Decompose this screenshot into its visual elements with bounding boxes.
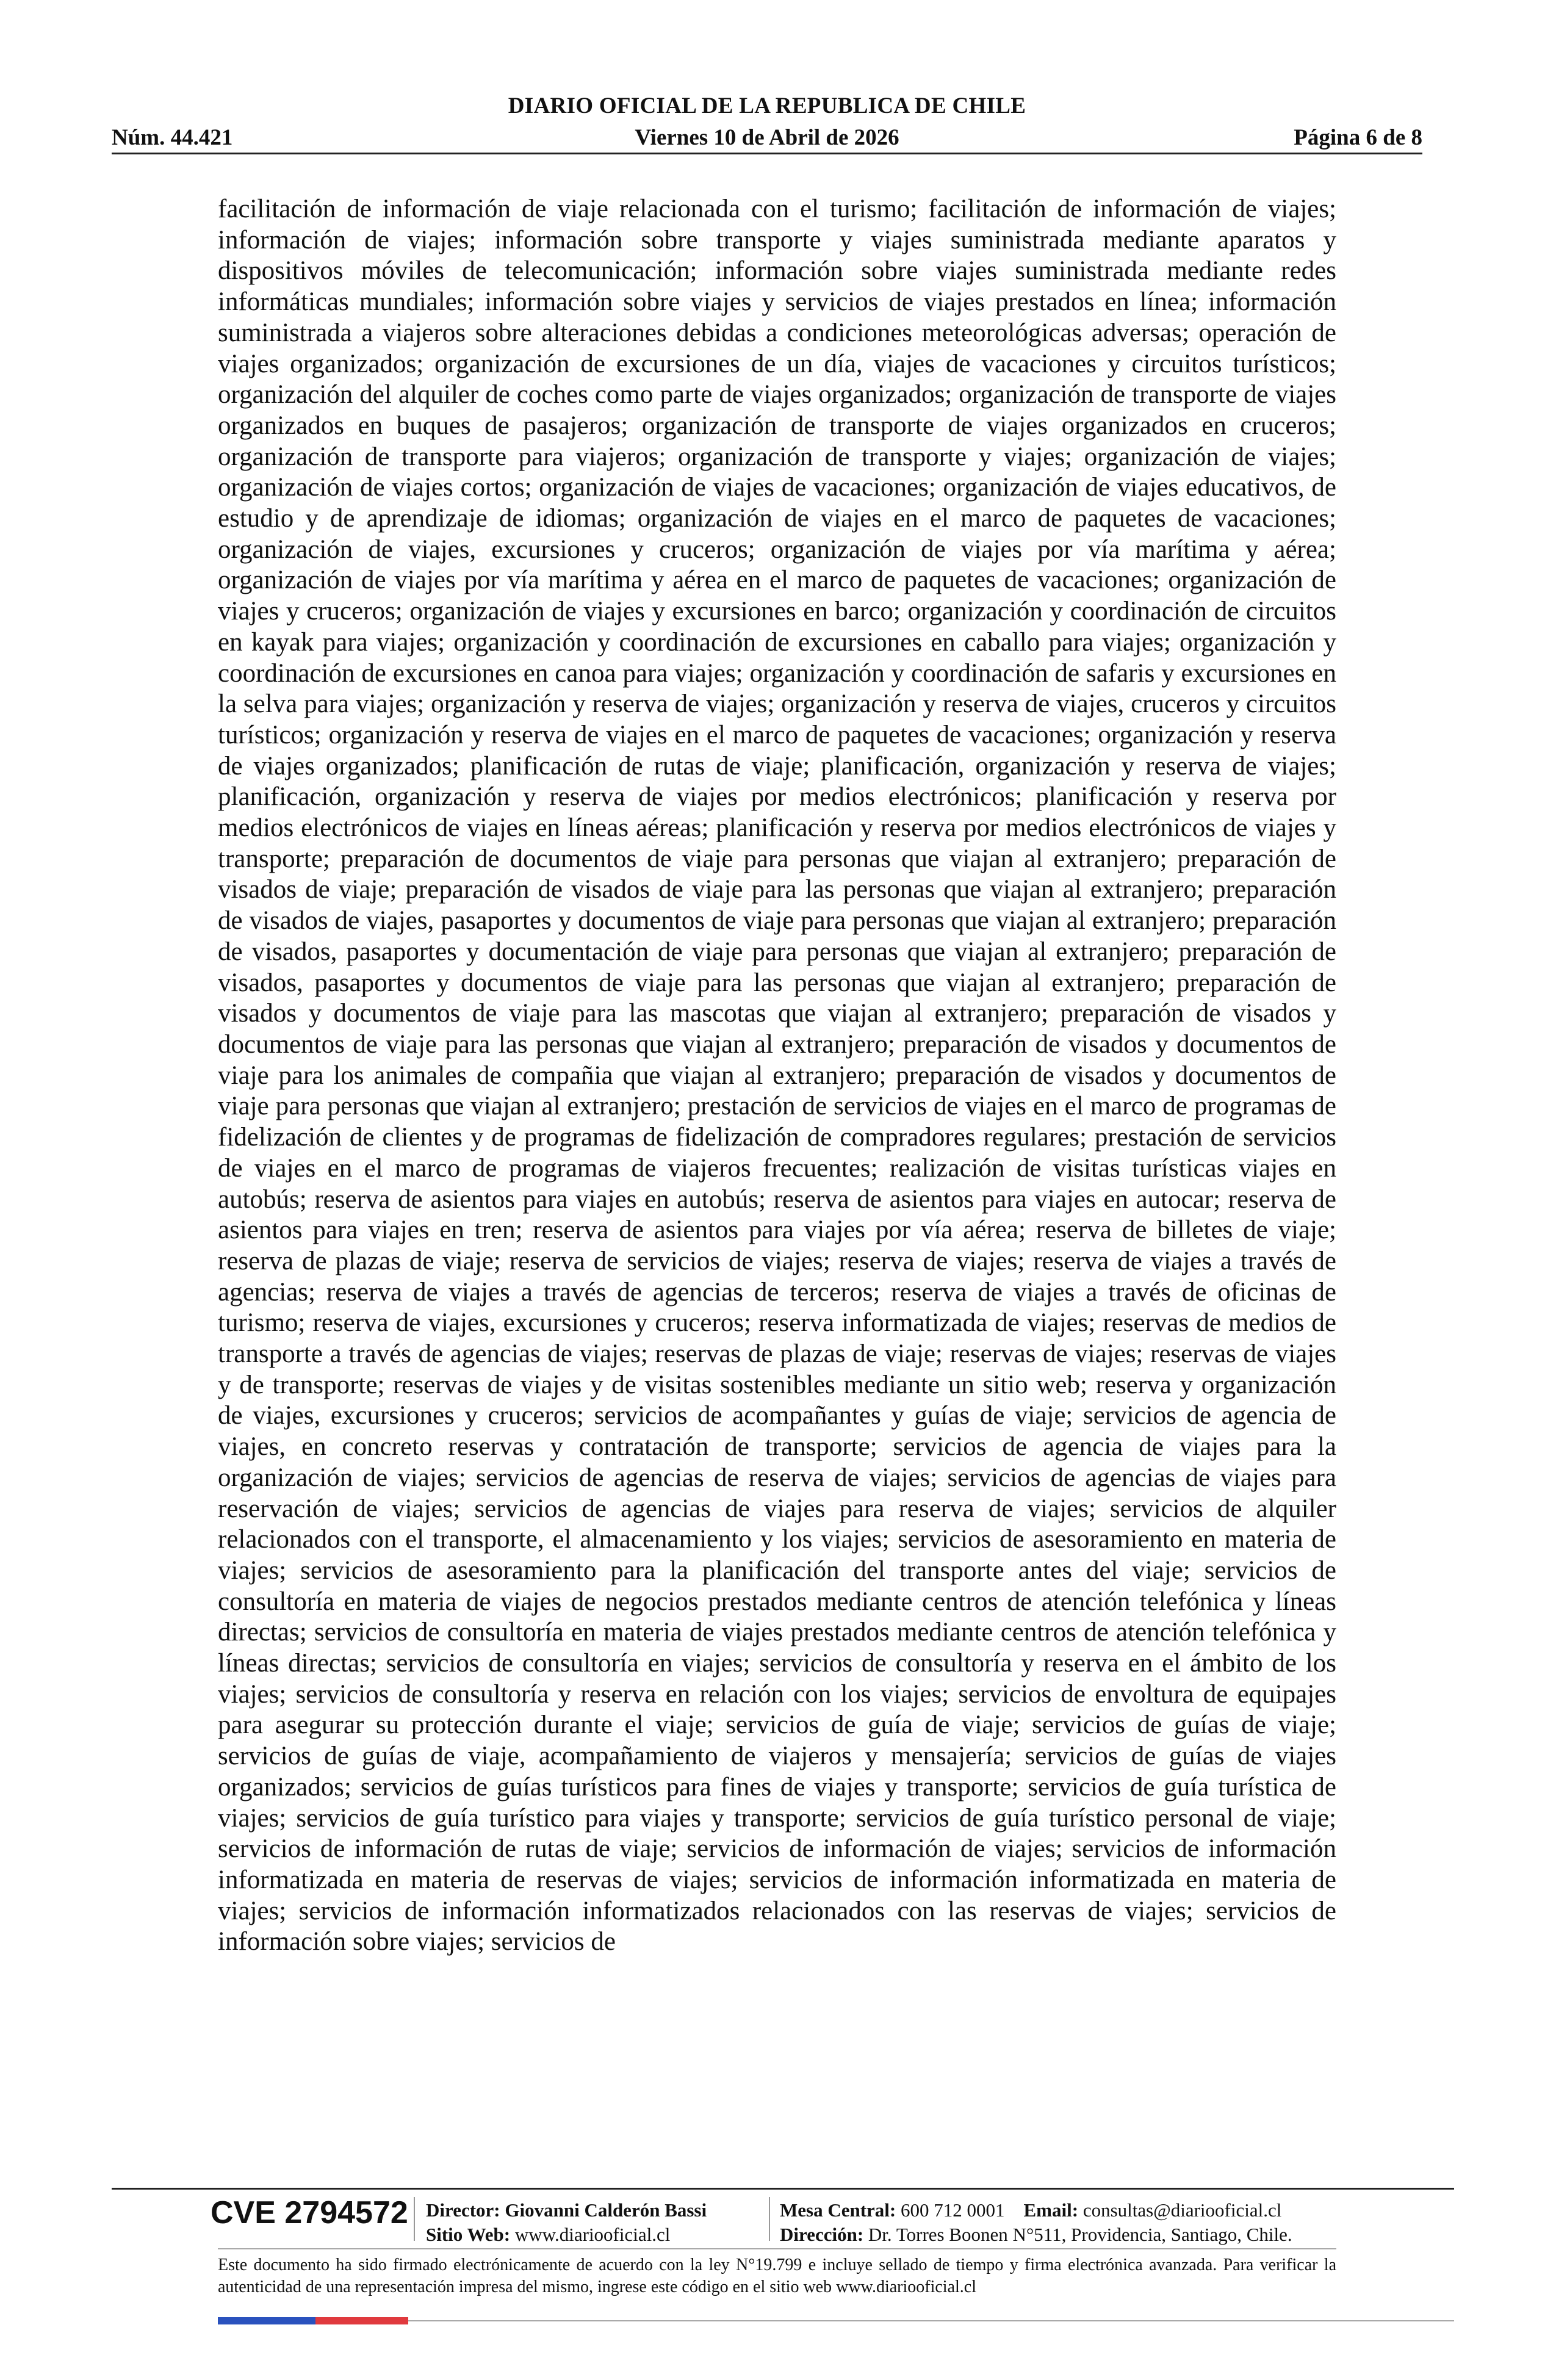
mesa-phone: 600 712 0001 bbox=[901, 2199, 1005, 2221]
flag-red-segment bbox=[315, 2317, 408, 2324]
site-label: Sitio Web: bbox=[426, 2224, 511, 2245]
page-header bbox=[112, 93, 1422, 154]
footer-divider bbox=[112, 2188, 1454, 2190]
issue-date: Viernes 10 de Abril de 2026 bbox=[635, 125, 899, 150]
footer-separator bbox=[769, 2197, 770, 2241]
address-label: Dirección: bbox=[780, 2224, 864, 2245]
cve-code: CVE 2794572 bbox=[211, 2195, 408, 2230]
director-label: Director: bbox=[426, 2199, 500, 2221]
header-divider bbox=[112, 153, 1422, 154]
email-label: Email: bbox=[1023, 2199, 1079, 2221]
newspaper-title: DIARIO OFICIAL DE LA REPUBLICA DE CHILE bbox=[508, 93, 1026, 118]
contact-block bbox=[780, 2198, 1292, 2247]
issue-number: Núm. 44.421 bbox=[112, 125, 233, 150]
address-value: Dr. Torres Boonen N°511, Providencia, Santiago, Chile. bbox=[868, 2224, 1292, 2245]
page-number: Página 6 de 8 bbox=[1294, 125, 1422, 150]
director-block bbox=[426, 2198, 707, 2247]
director-name: Giovanni Calderón Bassi bbox=[505, 2199, 707, 2221]
site-link[interactable]: www.diariooficial.cl bbox=[514, 2224, 671, 2245]
chile-flag-bar bbox=[218, 2317, 408, 2324]
footer-separator bbox=[414, 2197, 415, 2241]
legal-notice: Este documento ha sido firmado electrónicamente de acuerdo con la ley N°19.799 e incluye sellado de tiempo y firma electrónica avanzada. Para verificar la autenticidad de una representación impresa del mismo, ingrese este código en el sitio web www.diariooficial.cl bbox=[218, 2256, 1336, 2296]
body-paragraph: facilitación de información de viaje relacionada con el turismo; facilitación de información de viajes; información de viajes; información sobre transporte y viajes suministrada mediante aparatos y dispositivos móviles de telecomunicación; información sobre viajes suministrada mediante redes informáticas mundiales; información sobre viajes y servicios de viajes prestados en línea; información suministrada a viajeros sobre alteraciones debidas a condiciones meteorológicas adversas; operación de viajes organizados; organización de excursiones de un día, viajes de vacaciones y circuitos turísticos; organización del alquiler de coches como parte de viajes organizados; organización de transporte de viajes organizados en buques de pasajeros; organización de transporte de viajes organizados en cruceros; organización de transporte para viajeros; organización de transporte y viajes; organización de viajes; organización de viajes cortos; organización de viajes de vacaciones; organización de viajes educativos, de estudio y de aprendizaje de idiomas; organización de viajes en el marco de paquetes de vacaciones; organización de viajes, excursiones y cruceros; organización de viajes por vía marítima y aérea; organización de viajes por vía marítima y aérea en el marco de paquetes de vacaciones; organización de viajes y cruceros; organización de viajes y excursiones en barco; organización y coordinación de circuitos en kayak para viajes; organización y coordinación de excursiones en caballo para viajes; organización y coordinación de excursiones en canoa para viajes; organización y coordinación de safaris y excursiones en la selva para viajes; organización y reserva de viajes; organización y reserva de viajes, cruceros y circuitos turísticos; organización y reserva de viajes en el marco de paquetes de vacaciones; organización y reserva de viajes organizados; planificación de rutas de viaje; planificación, organización y reserva de viajes; planificación, organización y reserva de viajes por medios electrónicos; planificación y reserva por medios electrónicos de viajes en líneas aéreas; planificación y reserva por medios electrónicos de viajes y transporte; preparación de documentos de viaje para personas que viajan al extranjero; preparación de visados de viaje; preparación de visados de viaje para las personas que viajan al extranjero; preparación de visados de viajes, pasaportes y documentos de viaje para personas que viajan al extranjero; preparación de visados, pasaportes y documentación de viaje para personas que viajan al extranjero; preparación de visados, pasaportes y documentos de viaje para las personas que viajan al extranjero; preparación de visados y documentos de viaje para las mascotas que viajan al extranjero; preparación de visados y documentos de viaje para las personas que viajan al extranjero; preparación de visados y documentos de viaje para los animales de compañia que viajan al extranjero; preparación de visados y documentos de viaje para personas que viajan al extranjero; prestación de servicios de viajes en el marco de programas de fidelización de clientes y de programas de fidelización de compradores regulares; prestación de servicios de viajes en el marco de programas de viajeros frecuentes; realización de visitas turísticas viajes en autobús; reserva de asientos para viajes en autobús; reserva de asientos para viajes en autocar; reserva de asientos para viajes en tren; reserva de asientos para viajes por vía aérea; reserva de billetes de viaje; reserva de plazas de viaje; reserva de servicios de viajes; reserva de viajes; reserva de viajes a través de agencias; reserva de viajes a través de agencias de terceros; reserva de viajes a través de oficinas de turismo; reserva de viajes, excursiones y cruceros; reserva informatizada de viajes; reservas de medios de transporte a través de agencias de viajes; reservas de plazas de viaje; reservas de viajes; reservas de viajes y de transporte; reservas de viajes y de visitas sostenibles mediante un sitio web; reserva y organización de viajes, excursiones y cruceros; servicios de acompañantes y guías de viaje; servicios de agencia de viajes, en concreto reservas y contratación de transporte; servicios de agencia de viajes para la organización de viajes; servicios de agencias de reserva de viajes; servicios de agencias de viajes para reservación de viajes; servicios de agencias de viajes para reserva de viajes; servicios de alquiler relacionados con el transporte, el almacenamiento y los viajes; servicios de asesoramiento en materia de viajes; servicios de asesoramiento para la planificación del transporte antes del viaje; servicios de consultoría en materia de viajes de negocios prestados mediante centros de atención telefónica y líneas directas; servicios de consultoría en materia de viajes prestados mediante centros de atención telefónica y líneas directas; servicios de consultoría en viajes; servicios de consultoría y reserva en el ámbito de los viajes; servicios de consultoría y reserva en relación con los viajes; servicios de envoltura de equipajes para asegurar su protección durante el viaje; servicios de guía de viaje; servicios de guías de viaje; servicios de guías de viaje, acompañamiento de viajeros y mensajería; servicios de guías de viajes organizados; servicios de guías turísticos para fines de viajes y transporte; servicios de guía turística de viajes; servicios de guía turístico para viajes y transporte; servicios de guía turístico personal de viaje; servicios de información de rutas de viaje; servicios de información de viajes; servicios de información informatizada en materia de reservas de viajes; servicios de información informatizada en materia de viajes; servicios de información informatizados relacionados con las reservas de viajes; servicios de información sobre viajes; servicios de bbox=[218, 195, 1336, 1956]
mesa-label: Mesa Central: bbox=[780, 2199, 896, 2221]
footer-divider-secondary bbox=[218, 2248, 1336, 2249]
bottom-divider bbox=[408, 2320, 1454, 2321]
email-link[interactable]: consultas@diariooficial.cl bbox=[1082, 2199, 1282, 2221]
flag-blue-segment bbox=[218, 2317, 315, 2324]
